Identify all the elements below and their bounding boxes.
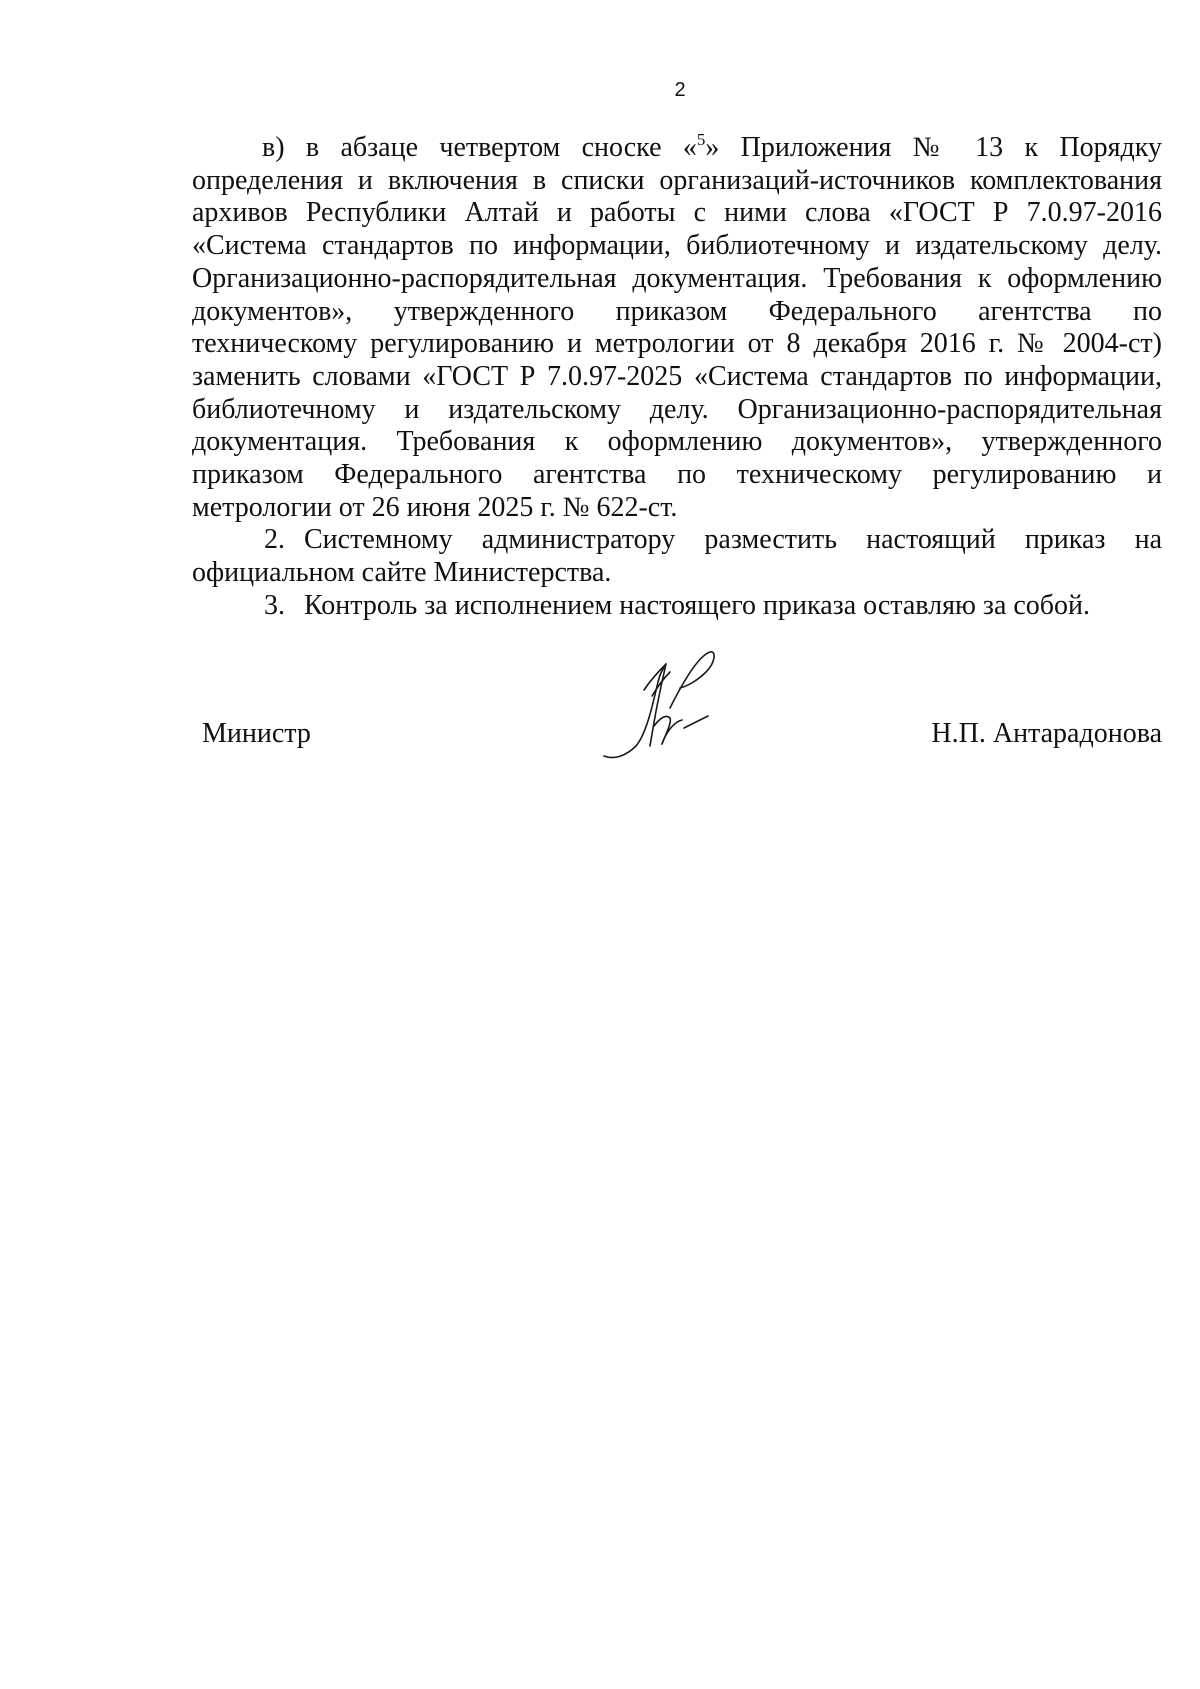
signer-position: Министр [202,718,311,749]
paragraph-text-start: в) в абзаце четвертом сноске « [262,132,697,163]
item-number: 2. [264,524,285,556]
paragraph-item-v [192,132,1162,524]
page-number: 2 [674,79,686,101]
handwritten-signature [600,648,730,768]
signature-block [192,648,1162,768]
order-body [192,132,1162,623]
item-text: Системному администратору разместить настоящий приказ на официальном сайте Министерства. [192,524,1162,589]
paragraph-item-3 [192,590,1162,623]
paragraph-item-2 [192,524,1162,589]
paragraph-text-rest: » Приложения № 13 к Порядку определения и включения в списки организаций-источников комплектования архивов Республики Алтай и работы с ними слова «ГОСТ Р 7.0.97-2016 «Система стандартов по информации, библиотечному и издательскому делу. Организационно-распорядительная документация. Требования к оформлению документов», утвержденного приказом Федерального агентства по техническому регулированию и метрологии от 8 декабря 2016 г. № 2004-ст) заменить словами «ГОСТ Р 7.0.97-2025 «Система стандартов по информации, библиотечному и издательскому делу. Организационно-распорядительная документация. Требования к оформлению документов», утвержденного приказом Федерального агентства по техническому регулированию и метрологии от 26 июня 2025 г. № 622-ст. [192,132,1163,523]
signer-name: Н.П. Антарадонова [931,718,1162,749]
item-text: Контроль за исполнением настоящего приказа оставляю за собой. [304,589,1091,621]
footnote-ref: 5 [696,130,706,149]
item-number: 3. [264,589,285,621]
